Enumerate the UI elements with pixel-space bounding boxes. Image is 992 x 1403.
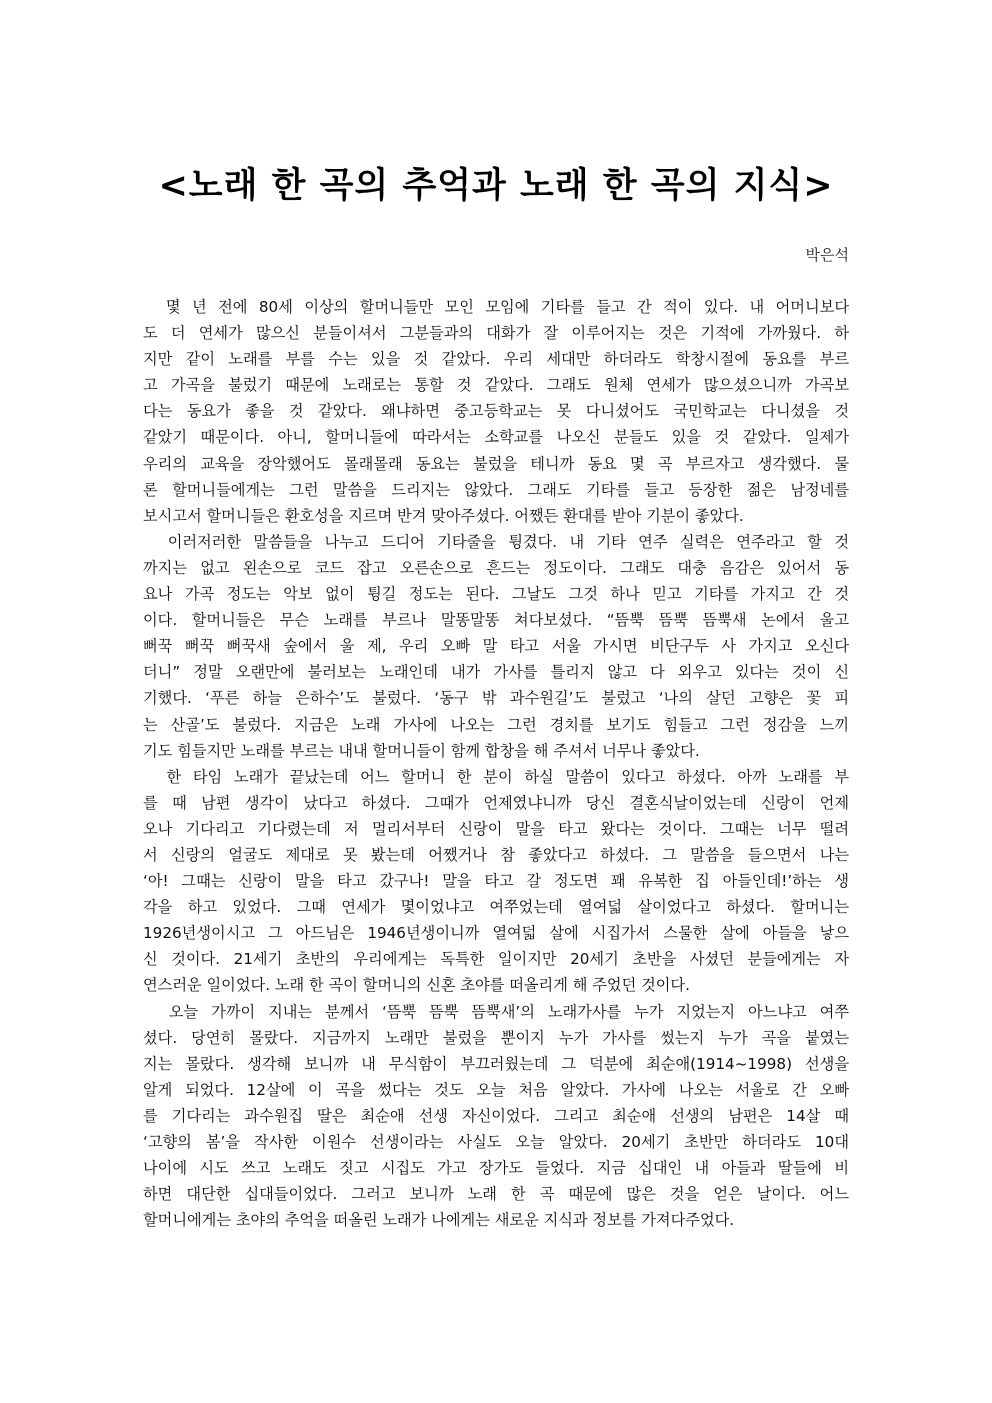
text-line: 알게 되었다. 12살에 이 곡을 썼다는 것도 오늘 처음 알았다. 가사에 나오는 서울로 간 오빠 [143,1080,849,1099]
text-line: 1926년생이시고 그 아드님은 1946년생이니까 열여덟 살에 시집가서 스물한 살에 아들을 낳으 [143,924,849,943]
text-line: 요나 가곡 정도는 악보 없이 튕길 정도는 된다. 그날도 그것 하나 믿고 기타를 가지고 간 것 [143,585,849,604]
text-line: 몇 년 전에 80세 이상의 할머니들만 모인 모임에 기타를 들고 간 적이 있다. 내 어머니보다 [143,298,849,316]
text-line: 지만 같이 노래를 부를 수는 있을 것 같았다. 우리 세대만 하더라도 학창시절에 동요를 부르 [143,350,849,369]
text-line: 더니” 정말 오랜만에 불러보는 노래인데 내가 가사를 틀리지 않고 다 외우고 있다는 것이 신 [143,663,849,682]
author-name: 박은석 [805,246,849,264]
text-line: 기도 힘들지만 노래를 부르는 내내 할머니들이 함께 합창을 해 주셔서 너무나 좋았다. [143,741,700,760]
text-line: 보시고서 할머니들은 환호성을 지르며 반겨 맞아주셨다. 어쨌든 환대를 받아 기분이 좋았다. [143,506,744,525]
text-line: 는 산골’도 불렀다. 지금은 노래 가사에 나오는 그런 경치를 보기도 힘들고 그런 정감을 느끼 [143,715,849,734]
text-line: 이러저러한 말씀들을 나누고 드디어 기타줄을 튕겼다. 내 기타 연주 실력은 연주라고 할 것 [143,532,849,551]
text-line: 우리의 교육을 장악했어도 몰래몰래 동요는 불렀을 테니까 동요 몇 곡 부르자고 생각했다. 물 [143,454,849,473]
text-line: 다는 동요가 좋을 것 같았다. 왜냐하면 중고등학교는 못 다니셨어도 국민학교는 다니셨을 것 [143,402,849,421]
text-line: 지는 몰랐다. 생각해 보니까 내 무식함이 부끄러웠는데 그 덕분에 최순애(1914~1998) 선생을 [143,1054,849,1073]
text-line: 도 더 연세가 많으신 분들이셔서 그분들과의 대화가 잘 이루어지는 것은 기적에 가까웠다. 하 [143,324,849,343]
text-line: ‘아! 그때는 신랑이 말을 타고 갔구나! 말을 타고 갈 정도면 꽤 유복한 집 아들인데!’하는 생 [143,872,849,891]
text-line: 신 것이다. 21세기 초반의 우리에게는 독특한 일이지만 20세기 초반을 사셨던 분들에게는 자 [143,950,849,969]
document-title: <노래 한 곡의 추억과 노래 한 곡의 지식> [158,166,834,206]
text-line: 이다. 할머니들은 무슨 노래를 부르나 말똥말똥 쳐다보셨다. “뜸뿍 뜸뿍 뜸뿍새 논에서 울고 [143,611,849,630]
text-line: 서 신랑의 얼굴도 제대로 못 봤는데 어쨌거나 참 좋았다고 하셨다. 그 말씀을 들으면서 나는 [143,845,849,864]
text-line: 론 할머니들에게는 그런 말씀을 드리지는 않았다. 그래도 기타를 들고 등장한 젊은 남정네를 [143,480,849,499]
document-body [143,294,849,1233]
text-line: ‘고향의 봄’을 작사한 이원수 선생이라는 사실도 오늘 알았다. 20세기 초반만 하더라도 10대 [143,1133,849,1151]
text-line: 를 기다리는 과수원집 딸은 최순애 선생 자신이었다. 그리고 최순애 선생의 남편은 14살 때 [143,1106,849,1125]
text-line: 연스러운 일이었다. 노래 한 곡이 할머니의 신혼 초야를 떠올리게 해 주었던 것이다. [143,976,690,995]
text-line: 뻐꾹 뻐꾹 뻐꾹새 숲에서 울 제, 우리 오빠 말 타고 서울 가시면 비단구두 사 가지고 오신다 [143,637,849,656]
text-line: 나이에 시도 쓰고 노래도 짓고 시집도 가고 장가도 들었다. 지금 십대인 내 아들과 딸들에 비 [143,1159,849,1178]
text-line: 기했다. ‘푸른 하늘 은하수’도 불렀다. ‘동구 밖 과수원길’도 불렀고 ‘나의 살던 고향은 꽃 피 [143,689,849,708]
text-line: 오늘 가까이 지내는 분께서 ‘뜸뿍 뜸뿍 뜸뿍새’의 노래가사를 누가 지었는지 아느냐고 여쭈 [143,1002,849,1021]
text-line: 고 가곡을 불렀기 때문에 노래로는 통할 것 같았다. 그래도 원체 연세가 많으셨으니까 가곡보 [143,376,849,395]
text-line: 셨다. 당연히 몰랐다. 지금까지 노래만 불렀을 뿐이지 누가 가사를 썼는지 누가 곡을 붙였는 [143,1028,849,1047]
text-line: 오나 기다리고 기다렸는데 저 멀리서부터 신랑이 말을 타고 왔다는 것이다. 그때는 너무 떨려 [143,819,849,838]
text-line: 같았기 때문이다. 아니, 할머니들에 따라서는 소학교를 나오신 분들도 있을 것 같았다. 일제가 [143,428,849,447]
text-line: 할머니에게는 초야의 추억을 떠올린 노래가 나에게는 새로운 지식과 정보를 가져다주었다. [143,1211,735,1230]
text-line: 까지는 없고 왼손으로 코드 잡고 오른손으로 흔드는 정도이다. 그래도 대충 음감은 있어서 동 [143,558,849,577]
text-line: 각을 하고 있었다. 그때 연세가 몇이었냐고 여쭈었는데 열여덟 살이었다고 하셨다. 할머니는 [143,898,849,917]
text-line: 한 타임 노래가 끝났는데 어느 할머니 한 분이 하실 말씀이 있다고 하셨다. 아까 노래를 부 [143,767,849,786]
text-line: 하면 대단한 십대들이었다. 그러고 보니까 노래 한 곡 때문에 많은 것을 얻은 날이다. 어느 [143,1185,849,1204]
text-line: 를 때 남편 생각이 났다고 하셨다. 그때가 언제였냐니까 당신 결혼식날이었는데 신랑이 언제 [143,793,849,812]
